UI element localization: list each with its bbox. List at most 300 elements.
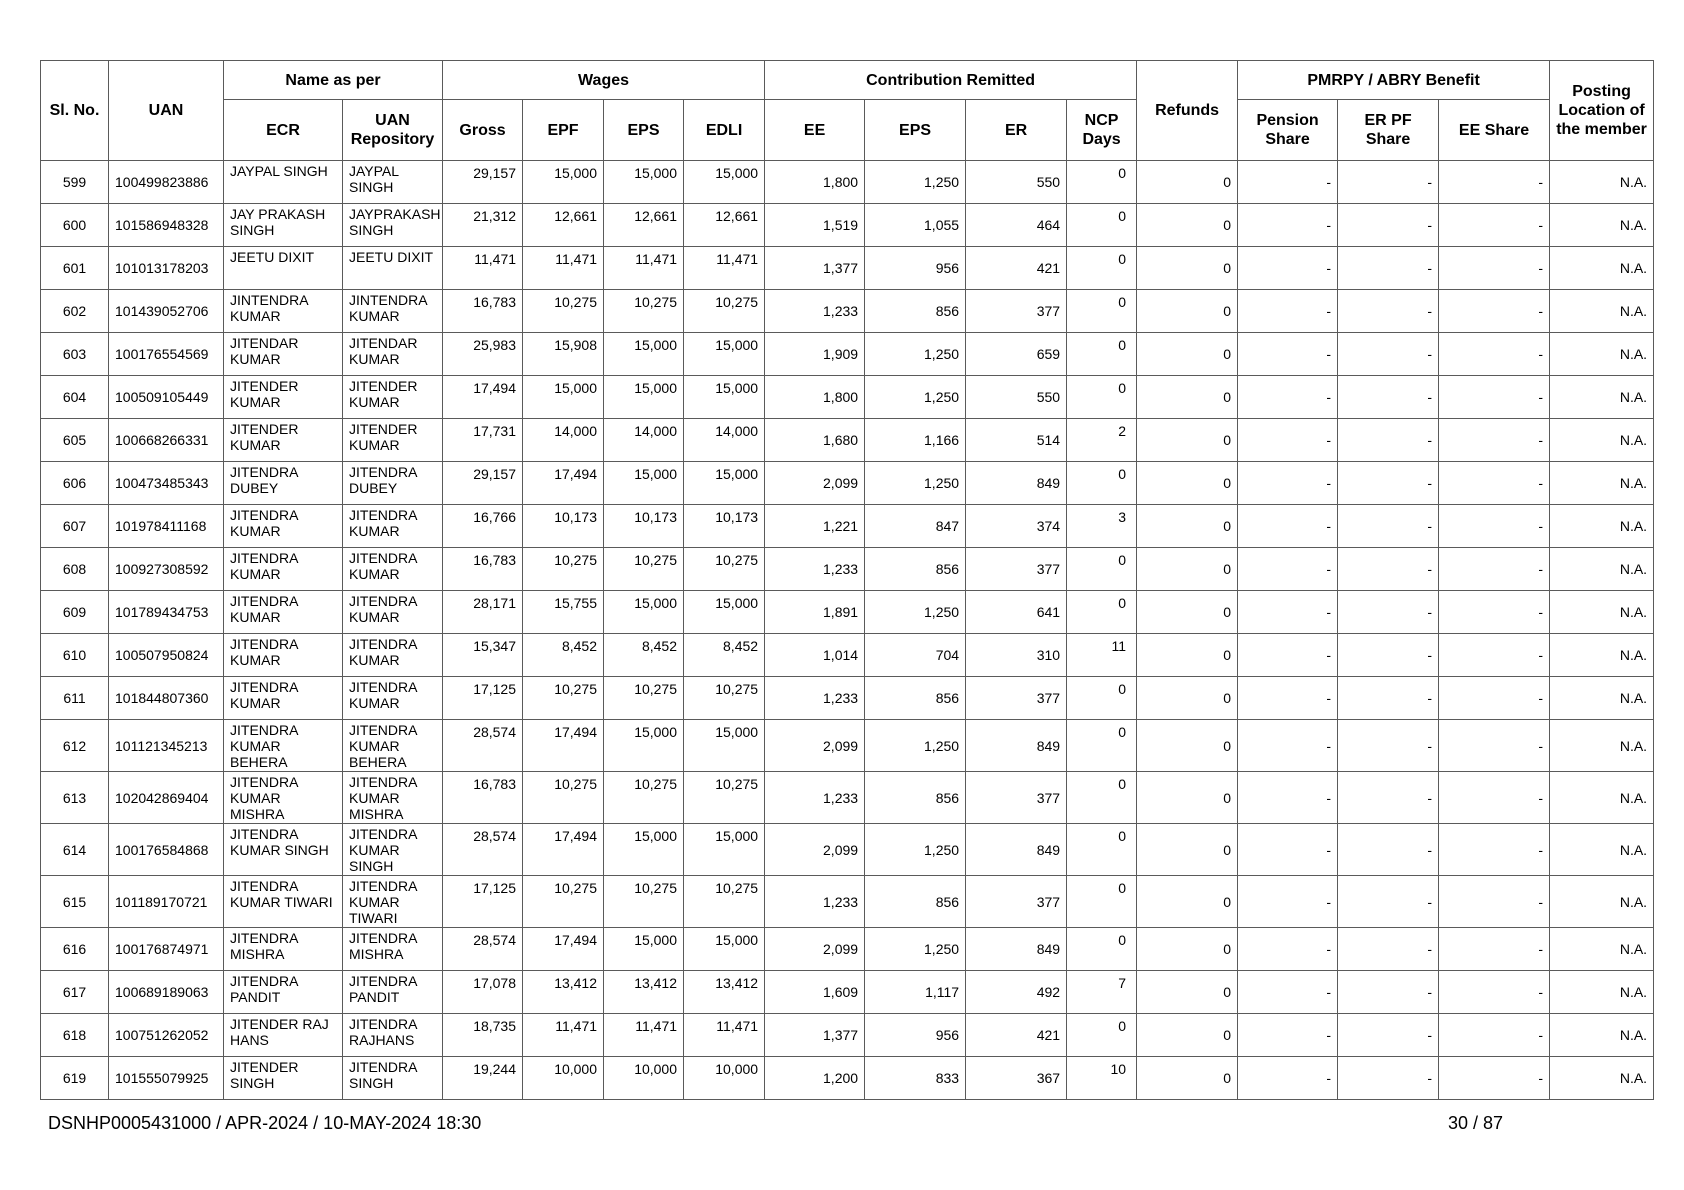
- cell-er-pf-share: -: [1338, 928, 1439, 971]
- cell-ee: 1,377: [765, 247, 865, 290]
- cell-ee-share: -: [1439, 1014, 1550, 1057]
- cell-eps: 10,275: [604, 876, 684, 928]
- cell-refunds: 0: [1137, 505, 1238, 548]
- cell-uan-repository-name: JITENDRA KUMAR: [343, 505, 443, 548]
- cell-sl-no: 613: [41, 772, 109, 824]
- cell-uan-repository-name: JITENDRA KUMAR SINGH: [343, 824, 443, 876]
- cell-uan: 100507950824: [109, 634, 224, 677]
- cell-posting-location: N.A.: [1550, 161, 1654, 204]
- cell-gross: 17,078: [443, 971, 523, 1014]
- cell-eps-contribution: 856: [865, 548, 966, 591]
- cell-sl-no: 606: [41, 462, 109, 505]
- cell-uan-repository-name: JINTENDRA KUMAR: [343, 290, 443, 333]
- table-row: [41, 505, 1654, 548]
- cell-pension-share: -: [1238, 824, 1338, 876]
- cell-er: 464: [966, 204, 1067, 247]
- cell-sl-no: 605: [41, 419, 109, 462]
- cell-gross: 25,983: [443, 333, 523, 376]
- cell-posting-location: N.A.: [1550, 333, 1654, 376]
- cell-epf: 17,494: [523, 462, 604, 505]
- cell-ncp-days: 0: [1067, 876, 1137, 928]
- cell-uan: 101586948328: [109, 204, 224, 247]
- cell-edli: 15,000: [684, 376, 765, 419]
- cell-eps-contribution: 704: [865, 634, 966, 677]
- cell-uan: 100927308592: [109, 548, 224, 591]
- cell-eps: 10,173: [604, 505, 684, 548]
- cell-posting-location: N.A.: [1550, 1057, 1654, 1100]
- cell-ecr-name: JITENDRA KUMAR: [224, 634, 343, 677]
- cell-posting-location: N.A.: [1550, 772, 1654, 824]
- table-row: [41, 634, 1654, 677]
- table-row: [41, 548, 1654, 591]
- cell-sl-no: 600: [41, 204, 109, 247]
- header-pension-share: Pension Share: [1238, 100, 1338, 161]
- cell-ee-share: -: [1439, 876, 1550, 928]
- cell-ee-share: -: [1439, 634, 1550, 677]
- header-uan-repository: UAN Repository: [343, 100, 443, 161]
- cell-epf: 17,494: [523, 928, 604, 971]
- table-row: [41, 772, 1654, 824]
- cell-ee-share: -: [1439, 505, 1550, 548]
- cell-ee-share: -: [1439, 204, 1550, 247]
- header-wages: Wages: [443, 61, 765, 100]
- cell-ncp-days: 0: [1067, 462, 1137, 505]
- cell-ee: 1,891: [765, 591, 865, 634]
- cell-ncp-days: 0: [1067, 247, 1137, 290]
- table-header: [41, 61, 1654, 161]
- cell-gross: 28,574: [443, 824, 523, 876]
- cell-refunds: 0: [1137, 376, 1238, 419]
- table-row: [41, 161, 1654, 204]
- cell-er-pf-share: -: [1338, 161, 1439, 204]
- cell-pension-share: -: [1238, 204, 1338, 247]
- cell-ecr-name: JITENDRA KUMAR: [224, 591, 343, 634]
- cell-ee: 1,519: [765, 204, 865, 247]
- cell-gross: 16,783: [443, 772, 523, 824]
- cell-uan-repository-name: JAYPRAKASH SINGH: [343, 204, 443, 247]
- cell-edli: 10,275: [684, 772, 765, 824]
- table-row: [41, 876, 1654, 928]
- table-row: [41, 1014, 1654, 1057]
- cell-ecr-name: JITENDRA KUMAR: [224, 677, 343, 720]
- cell-eps-contribution: 856: [865, 772, 966, 824]
- header-sl-no: Sl. No.: [41, 61, 109, 161]
- cell-epf: 10,275: [523, 772, 604, 824]
- cell-ncp-days: 2: [1067, 419, 1137, 462]
- cell-uan-repository-name: JEETU DIXIT: [343, 247, 443, 290]
- ecr-contribution-table: [40, 60, 1654, 1100]
- cell-er-pf-share: -: [1338, 591, 1439, 634]
- cell-uan-repository-name: JITENDRA KUMAR: [343, 677, 443, 720]
- cell-gross: 15,347: [443, 634, 523, 677]
- cell-ee: 2,099: [765, 720, 865, 772]
- cell-eps-contribution: 1,250: [865, 462, 966, 505]
- cell-edli: 15,000: [684, 333, 765, 376]
- cell-ecr-name: JITENDRA KUMAR MISHRA: [224, 772, 343, 824]
- cell-gross: 28,171: [443, 591, 523, 634]
- cell-sl-no: 599: [41, 161, 109, 204]
- cell-epf: 10,173: [523, 505, 604, 548]
- cell-uan: 100176874971: [109, 928, 224, 971]
- cell-er: 377: [966, 772, 1067, 824]
- cell-gross: 28,574: [443, 928, 523, 971]
- cell-ncp-days: 0: [1067, 376, 1137, 419]
- cell-sl-no: 616: [41, 928, 109, 971]
- cell-eps-contribution: 1,250: [865, 161, 966, 204]
- cell-eps-contribution: 856: [865, 876, 966, 928]
- cell-ee-share: -: [1439, 333, 1550, 376]
- cell-uan: 101013178203: [109, 247, 224, 290]
- table-row: [41, 971, 1654, 1014]
- cell-posting-location: N.A.: [1550, 824, 1654, 876]
- cell-eps: 10,000: [604, 1057, 684, 1100]
- cell-edli: 14,000: [684, 419, 765, 462]
- cell-eps: 15,000: [604, 824, 684, 876]
- cell-edli: 11,471: [684, 1014, 765, 1057]
- cell-ecr-name: JITENDRA PANDIT: [224, 971, 343, 1014]
- cell-sl-no: 602: [41, 290, 109, 333]
- cell-posting-location: N.A.: [1550, 1014, 1654, 1057]
- cell-ecr-name: JITENDER KUMAR: [224, 376, 343, 419]
- cell-epf: 17,494: [523, 720, 604, 772]
- cell-ee: 1,221: [765, 505, 865, 548]
- cell-eps: 14,000: [604, 419, 684, 462]
- cell-gross: 16,766: [443, 505, 523, 548]
- cell-pension-share: -: [1238, 1014, 1338, 1057]
- cell-er-pf-share: -: [1338, 505, 1439, 548]
- cell-refunds: 0: [1137, 333, 1238, 376]
- cell-er: 550: [966, 376, 1067, 419]
- cell-edli: 13,412: [684, 971, 765, 1014]
- cell-edli: 10,275: [684, 677, 765, 720]
- cell-er-pf-share: -: [1338, 634, 1439, 677]
- cell-posting-location: N.A.: [1550, 634, 1654, 677]
- cell-epf: 15,755: [523, 591, 604, 634]
- cell-ee-share: -: [1439, 824, 1550, 876]
- cell-uan: 102042869404: [109, 772, 224, 824]
- header-uan: UAN: [109, 61, 224, 161]
- header-refunds: Refunds: [1137, 61, 1238, 161]
- table-row: [41, 462, 1654, 505]
- cell-er-pf-share: -: [1338, 1057, 1439, 1100]
- cell-eps-contribution: 1,117: [865, 971, 966, 1014]
- cell-pension-share: -: [1238, 1057, 1338, 1100]
- cell-refunds: 0: [1137, 161, 1238, 204]
- cell-sl-no: 609: [41, 591, 109, 634]
- cell-eps-contribution: 956: [865, 1014, 966, 1057]
- cell-ee: 1,233: [765, 290, 865, 333]
- cell-ncp-days: 0: [1067, 824, 1137, 876]
- cell-ee: 2,099: [765, 928, 865, 971]
- cell-refunds: 0: [1137, 677, 1238, 720]
- header-posting-location: Posting Location of the member: [1550, 61, 1654, 161]
- cell-ee-share: -: [1439, 772, 1550, 824]
- cell-er-pf-share: -: [1338, 247, 1439, 290]
- cell-ncp-days: 0: [1067, 161, 1137, 204]
- cell-sl-no: 611: [41, 677, 109, 720]
- cell-ecr-name: JITENDRA DUBEY: [224, 462, 343, 505]
- cell-uan-repository-name: JITENDRA KUMAR: [343, 548, 443, 591]
- cell-er-pf-share: -: [1338, 462, 1439, 505]
- cell-er: 849: [966, 462, 1067, 505]
- cell-posting-location: N.A.: [1550, 204, 1654, 247]
- cell-pension-share: -: [1238, 772, 1338, 824]
- cell-eps-contribution: 1,055: [865, 204, 966, 247]
- header-edli: EDLI: [684, 100, 765, 161]
- cell-ncp-days: 7: [1067, 971, 1137, 1014]
- header-er-pf-share: ER PF Share: [1338, 100, 1439, 161]
- cell-uan-repository-name: JITENDRA RAJHANS: [343, 1014, 443, 1057]
- cell-ee: 2,099: [765, 462, 865, 505]
- cell-posting-location: N.A.: [1550, 462, 1654, 505]
- table-row: [41, 247, 1654, 290]
- cell-epf: 11,471: [523, 247, 604, 290]
- cell-er: 849: [966, 928, 1067, 971]
- cell-posting-location: N.A.: [1550, 971, 1654, 1014]
- cell-ecr-name: JITENDRA KUMAR BEHERA: [224, 720, 343, 772]
- cell-ee: 1,200: [765, 1057, 865, 1100]
- cell-eps-contribution: 833: [865, 1057, 966, 1100]
- cell-eps-contribution: 1,250: [865, 824, 966, 876]
- cell-ee: 1,233: [765, 548, 865, 591]
- cell-eps-contribution: 847: [865, 505, 966, 548]
- cell-pension-share: -: [1238, 290, 1338, 333]
- cell-er-pf-share: -: [1338, 720, 1439, 772]
- header-eps-contribution: EPS: [865, 100, 966, 161]
- cell-ee-share: -: [1439, 290, 1550, 333]
- cell-refunds: 0: [1137, 1057, 1238, 1100]
- cell-eps-contribution: 1,250: [865, 333, 966, 376]
- cell-uan-repository-name: JITENDRA KUMAR TIWARI: [343, 876, 443, 928]
- cell-edli: 15,000: [684, 462, 765, 505]
- cell-ee: 1,800: [765, 161, 865, 204]
- cell-uan-repository-name: JITENDRA KUMAR: [343, 591, 443, 634]
- cell-edli: 15,000: [684, 161, 765, 204]
- cell-sl-no: 603: [41, 333, 109, 376]
- cell-eps: 10,275: [604, 772, 684, 824]
- cell-er: 310: [966, 634, 1067, 677]
- cell-ecr-name: JITENDRA KUMAR: [224, 505, 343, 548]
- cell-gross: 18,735: [443, 1014, 523, 1057]
- table-row: [41, 204, 1654, 247]
- cell-epf: 15,000: [523, 161, 604, 204]
- cell-gross: 17,125: [443, 677, 523, 720]
- cell-ncp-days: 10: [1067, 1057, 1137, 1100]
- header-name-as-per: Name as per: [224, 61, 443, 100]
- cell-refunds: 0: [1137, 591, 1238, 634]
- cell-uan: 101439052706: [109, 290, 224, 333]
- cell-uan: 100509105449: [109, 376, 224, 419]
- cell-pension-share: -: [1238, 247, 1338, 290]
- header-eps: EPS: [604, 100, 684, 161]
- cell-epf: 8,452: [523, 634, 604, 677]
- cell-ecr-name: JITENDER KUMAR: [224, 419, 343, 462]
- cell-ecr-name: JINTENDRA KUMAR: [224, 290, 343, 333]
- header-ecr: ECR: [224, 100, 343, 161]
- cell-edli: 15,000: [684, 824, 765, 876]
- header-pmrpy-abry-benefit: PMRPY / ABRY Benefit: [1238, 61, 1550, 100]
- cell-uan: 100751262052: [109, 1014, 224, 1057]
- cell-uan-repository-name: JITENDAR KUMAR: [343, 333, 443, 376]
- cell-pension-share: -: [1238, 634, 1338, 677]
- cell-epf: 14,000: [523, 419, 604, 462]
- cell-sl-no: 617: [41, 971, 109, 1014]
- cell-eps: 13,412: [604, 971, 684, 1014]
- cell-er: 550: [966, 161, 1067, 204]
- cell-eps-contribution: 956: [865, 247, 966, 290]
- cell-pension-share: -: [1238, 419, 1338, 462]
- cell-sl-no: 619: [41, 1057, 109, 1100]
- cell-uan-repository-name: JITENDRA PANDIT: [343, 971, 443, 1014]
- cell-eps-contribution: 1,166: [865, 419, 966, 462]
- cell-sl-no: 614: [41, 824, 109, 876]
- cell-er: 641: [966, 591, 1067, 634]
- cell-eps: 15,000: [604, 161, 684, 204]
- cell-edli: 11,471: [684, 247, 765, 290]
- cell-posting-location: N.A.: [1550, 505, 1654, 548]
- cell-ee: 1,800: [765, 376, 865, 419]
- table-row: [41, 333, 1654, 376]
- cell-eps: 10,275: [604, 290, 684, 333]
- cell-epf: 10,275: [523, 876, 604, 928]
- cell-uan: 101844807360: [109, 677, 224, 720]
- cell-refunds: 0: [1137, 1014, 1238, 1057]
- cell-sl-no: 610: [41, 634, 109, 677]
- cell-ee-share: -: [1439, 548, 1550, 591]
- cell-edli: 12,661: [684, 204, 765, 247]
- cell-ncp-days: 3: [1067, 505, 1137, 548]
- cell-ee-share: -: [1439, 591, 1550, 634]
- header-contribution-remitted: Contribution Remitted: [765, 61, 1137, 100]
- cell-refunds: 0: [1137, 419, 1238, 462]
- header-er: ER: [966, 100, 1067, 161]
- cell-refunds: 0: [1137, 548, 1238, 591]
- cell-epf: 17,494: [523, 824, 604, 876]
- cell-ncp-days: 0: [1067, 290, 1137, 333]
- cell-eps: 15,000: [604, 462, 684, 505]
- cell-ee-share: -: [1439, 720, 1550, 772]
- cell-eps: 15,000: [604, 376, 684, 419]
- cell-posting-location: N.A.: [1550, 876, 1654, 928]
- cell-uan-repository-name: JITENDRA KUMAR: [343, 634, 443, 677]
- cell-posting-location: N.A.: [1550, 677, 1654, 720]
- table-body: [41, 161, 1654, 1100]
- cell-edli: 15,000: [684, 720, 765, 772]
- cell-pension-share: -: [1238, 928, 1338, 971]
- cell-posting-location: N.A.: [1550, 247, 1654, 290]
- cell-eps: 15,000: [604, 591, 684, 634]
- cell-pension-share: -: [1238, 971, 1338, 1014]
- cell-pension-share: -: [1238, 376, 1338, 419]
- cell-ee: 1,233: [765, 772, 865, 824]
- cell-gross: 29,157: [443, 161, 523, 204]
- cell-refunds: 0: [1137, 634, 1238, 677]
- cell-ee-share: -: [1439, 928, 1550, 971]
- cell-ee-share: -: [1439, 376, 1550, 419]
- cell-pension-share: -: [1238, 462, 1338, 505]
- cell-ee-share: -: [1439, 161, 1550, 204]
- cell-eps: 15,000: [604, 333, 684, 376]
- cell-pension-share: -: [1238, 161, 1338, 204]
- cell-eps: 10,275: [604, 677, 684, 720]
- cell-ecr-name: JITENDER RAJ HANS: [224, 1014, 343, 1057]
- header-gross: Gross: [443, 100, 523, 161]
- cell-pension-share: -: [1238, 333, 1338, 376]
- cell-uan-repository-name: JITENDRA SINGH: [343, 1057, 443, 1100]
- cell-eps-contribution: 856: [865, 290, 966, 333]
- cell-er-pf-share: -: [1338, 824, 1439, 876]
- cell-posting-location: N.A.: [1550, 290, 1654, 333]
- cell-ecr-name: JAY PRAKASH SINGH: [224, 204, 343, 247]
- table-row: [41, 419, 1654, 462]
- cell-uan: 100689189063: [109, 971, 224, 1014]
- cell-er-pf-share: -: [1338, 772, 1439, 824]
- cell-ee-share: -: [1439, 247, 1550, 290]
- cell-refunds: 0: [1137, 971, 1238, 1014]
- cell-er-pf-share: -: [1338, 290, 1439, 333]
- cell-ee-share: -: [1439, 971, 1550, 1014]
- cell-er: 659: [966, 333, 1067, 376]
- cell-er: 849: [966, 824, 1067, 876]
- cell-edli: 10,275: [684, 876, 765, 928]
- cell-epf: 13,412: [523, 971, 604, 1014]
- cell-gross: 11,471: [443, 247, 523, 290]
- cell-posting-location: N.A.: [1550, 376, 1654, 419]
- cell-edli: 8,452: [684, 634, 765, 677]
- cell-ncp-days: 0: [1067, 677, 1137, 720]
- cell-uan: 101978411168: [109, 505, 224, 548]
- cell-eps-contribution: 1,250: [865, 928, 966, 971]
- cell-gross: 28,574: [443, 720, 523, 772]
- cell-uan-repository-name: JITENDRA KUMAR BEHERA: [343, 720, 443, 772]
- cell-er-pf-share: -: [1338, 876, 1439, 928]
- cell-refunds: 0: [1137, 290, 1238, 333]
- cell-gross: 21,312: [443, 204, 523, 247]
- cell-er: 514: [966, 419, 1067, 462]
- cell-er: 377: [966, 290, 1067, 333]
- cell-uan: 101189170721: [109, 876, 224, 928]
- cell-er-pf-share: -: [1338, 333, 1439, 376]
- cell-ecr-name: JITENDER SINGH: [224, 1057, 343, 1100]
- cell-ee: 1,233: [765, 677, 865, 720]
- cell-uan: 101555079925: [109, 1057, 224, 1100]
- cell-eps: 15,000: [604, 720, 684, 772]
- cell-ecr-name: JITENDRA KUMAR TIWARI: [224, 876, 343, 928]
- cell-er-pf-share: -: [1338, 376, 1439, 419]
- cell-eps: 8,452: [604, 634, 684, 677]
- cell-sl-no: 604: [41, 376, 109, 419]
- cell-eps: 15,000: [604, 928, 684, 971]
- cell-eps-contribution: 856: [865, 677, 966, 720]
- cell-er-pf-share: -: [1338, 548, 1439, 591]
- cell-refunds: 0: [1137, 824, 1238, 876]
- cell-er: 377: [966, 548, 1067, 591]
- cell-eps-contribution: 1,250: [865, 376, 966, 419]
- cell-uan: 100176554569: [109, 333, 224, 376]
- cell-gross: 17,731: [443, 419, 523, 462]
- table-row: [41, 928, 1654, 971]
- cell-uan: 100473485343: [109, 462, 224, 505]
- cell-edli: 10,275: [684, 548, 765, 591]
- cell-er-pf-share: -: [1338, 677, 1439, 720]
- cell-uan: 100499823886: [109, 161, 224, 204]
- cell-epf: 10,000: [523, 1057, 604, 1100]
- cell-gross: 16,783: [443, 290, 523, 333]
- cell-er: 367: [966, 1057, 1067, 1100]
- cell-uan-repository-name: JAYPAL SINGH: [343, 161, 443, 204]
- cell-sl-no: 608: [41, 548, 109, 591]
- cell-ee: 1,909: [765, 333, 865, 376]
